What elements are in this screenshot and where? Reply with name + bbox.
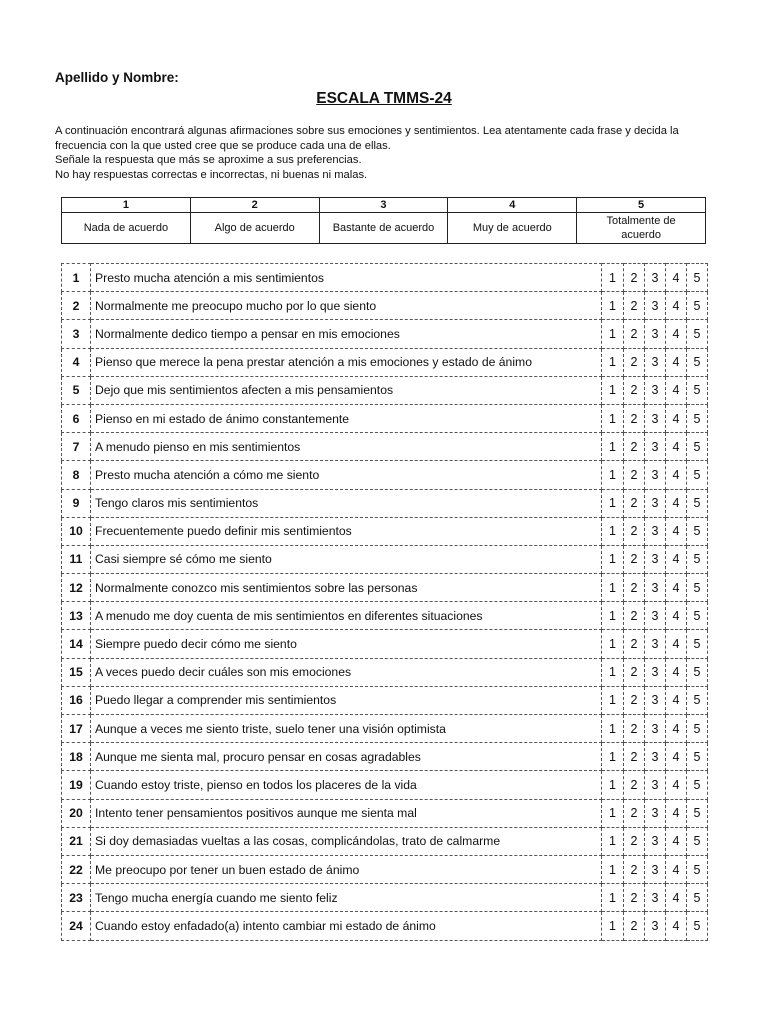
item-statement: Siempre puedo decir cómo me siento	[91, 630, 602, 658]
name-label: Apellido y Nombre:	[55, 70, 179, 85]
item-number: 7	[62, 433, 91, 461]
response-option[interactable]: 3	[645, 715, 666, 743]
response-option[interactable]: 4	[666, 545, 687, 573]
table-row	[62, 292, 708, 320]
response-option[interactable]: 3	[645, 574, 666, 602]
response-option[interactable]: 5	[687, 884, 708, 912]
response-option[interactable]: 5	[687, 545, 708, 573]
scale-value: 2	[190, 198, 319, 213]
table-row	[62, 799, 708, 827]
item-number: 12	[62, 574, 91, 602]
response-option[interactable]: 3	[645, 658, 666, 686]
response-option[interactable]: 3	[645, 489, 666, 517]
response-option[interactable]: 2	[624, 264, 645, 292]
response-option[interactable]: 1	[602, 404, 624, 432]
response-option[interactable]: 1	[602, 658, 624, 686]
response-option[interactable]: 4	[666, 884, 687, 912]
response-option[interactable]: 3	[645, 461, 666, 489]
response-option[interactable]: 4	[666, 630, 687, 658]
response-option[interactable]: 3	[645, 743, 666, 771]
table-row	[62, 348, 708, 376]
response-option[interactable]: 5	[687, 264, 708, 292]
item-statement: Cuando estoy enfadado(a) intento cambiar mi estado de ánimo	[91, 912, 602, 940]
response-option[interactable]: 5	[687, 489, 708, 517]
response-option[interactable]: 2	[624, 292, 645, 320]
table-row	[62, 715, 708, 743]
response-option[interactable]: 3	[645, 602, 666, 630]
response-option[interactable]: 2	[624, 404, 645, 432]
response-option[interactable]: 2	[624, 743, 645, 771]
instructions	[55, 124, 720, 182]
response-option[interactable]: 5	[687, 827, 708, 855]
table-row	[62, 376, 708, 404]
response-option[interactable]: 5	[687, 348, 708, 376]
scale-value: 5	[577, 198, 706, 213]
item-number: 15	[62, 658, 91, 686]
item-statement: Tengo mucha energía cuando me siento feliz	[91, 884, 602, 912]
table-row	[62, 855, 708, 883]
response-option[interactable]: 2	[624, 320, 645, 348]
item-statement: Frecuentemente puedo definir mis sentimientos	[91, 517, 602, 545]
response-option[interactable]: 3	[645, 517, 666, 545]
item-number: 21	[62, 827, 91, 855]
response-option[interactable]: 1	[602, 517, 624, 545]
item-number: 8	[62, 461, 91, 489]
response-option[interactable]: 1	[602, 686, 624, 714]
response-option[interactable]: 4	[666, 602, 687, 630]
table-row	[62, 433, 708, 461]
response-option[interactable]: 1	[602, 771, 624, 799]
response-option[interactable]: 4	[666, 292, 687, 320]
response-option[interactable]: 1	[602, 574, 624, 602]
table-row	[62, 658, 708, 686]
response-option[interactable]: 2	[624, 855, 645, 883]
response-option[interactable]: 2	[624, 348, 645, 376]
response-option[interactable]: 5	[687, 771, 708, 799]
item-statement: Puedo llegar a comprender mis sentimientos	[91, 686, 602, 714]
response-option[interactable]: 2	[624, 489, 645, 517]
response-option[interactable]: 3	[645, 404, 666, 432]
table-row	[62, 517, 708, 545]
item-statement: Presto mucha atención a mis sentimientos	[91, 264, 602, 292]
response-option[interactable]: 5	[687, 743, 708, 771]
response-option[interactable]: 1	[602, 376, 624, 404]
scale-label: Totalmente de acuerdo	[577, 213, 706, 244]
scale-value: 1	[62, 198, 191, 213]
table-row	[62, 602, 708, 630]
response-option[interactable]: 2	[624, 433, 645, 461]
response-option[interactable]: 1	[602, 715, 624, 743]
response-option[interactable]: 2	[624, 686, 645, 714]
item-number: 16	[62, 686, 91, 714]
response-option[interactable]: 2	[624, 658, 645, 686]
response-option[interactable]: 2	[624, 376, 645, 404]
response-option[interactable]: 5	[687, 658, 708, 686]
table-row	[62, 489, 708, 517]
response-option[interactable]: 4	[666, 348, 687, 376]
response-option[interactable]: 3	[645, 884, 666, 912]
response-option[interactable]: 4	[666, 461, 687, 489]
item-statement: Cuando estoy triste, pienso en todos los placeres de la vida	[91, 771, 602, 799]
instructions-line-2: Señale la respuesta que más se aproxime a sus preferencias.	[55, 154, 362, 166]
response-option[interactable]: 4	[666, 658, 687, 686]
item-statement: Pienso en mi estado de ánimo constantemente	[91, 404, 602, 432]
item-statement: Casi siempre sé cómo me siento	[91, 545, 602, 573]
item-statement: Si doy demasiadas vueltas a las cosas, complicándolas, trato de calmarme	[91, 827, 602, 855]
response-option[interactable]: 3	[645, 292, 666, 320]
response-option[interactable]: 3	[645, 771, 666, 799]
response-option[interactable]: 4	[666, 743, 687, 771]
response-option[interactable]: 1	[602, 320, 624, 348]
response-option[interactable]: 3	[645, 348, 666, 376]
item-number: 9	[62, 489, 91, 517]
item-statement: A menudo me doy cuenta de mis sentimientos en diferentes situaciones	[91, 602, 602, 630]
response-option[interactable]: 1	[602, 743, 624, 771]
response-option[interactable]: 3	[645, 799, 666, 827]
item-statement: A veces puedo decir cuáles son mis emociones	[91, 658, 602, 686]
table-row	[62, 404, 708, 432]
item-number: 13	[62, 602, 91, 630]
response-option[interactable]: 2	[624, 574, 645, 602]
response-option[interactable]: 3	[645, 827, 666, 855]
response-option[interactable]: 1	[602, 489, 624, 517]
item-number: 18	[62, 743, 91, 771]
response-option[interactable]: 1	[602, 433, 624, 461]
item-statement: Normalmente me preocupo mucho por lo que siento	[91, 292, 602, 320]
response-option[interactable]: 1	[602, 884, 624, 912]
response-option[interactable]: 2	[624, 602, 645, 630]
response-option[interactable]: 4	[666, 517, 687, 545]
item-number: 11	[62, 545, 91, 573]
table-row	[62, 912, 708, 940]
instructions-line-1: A continuación encontrará algunas afirmaciones sobre sus emociones y sentimientos. Lea atentamente cada frase y decida la frecuencia con la que usted cree que se produce cada una de ellas.	[55, 125, 679, 152]
table-row	[62, 461, 708, 489]
response-option[interactable]: 4	[666, 574, 687, 602]
response-option[interactable]: 2	[624, 715, 645, 743]
item-number: 14	[62, 630, 91, 658]
response-option[interactable]: 5	[687, 912, 708, 940]
response-option[interactable]: 4	[666, 827, 687, 855]
item-statement: Aunque me sienta mal, procuro pensar en cosas agradables	[91, 743, 602, 771]
item-statement: Tengo claros mis sentimientos	[91, 489, 602, 517]
response-option[interactable]: 4	[666, 320, 687, 348]
response-option[interactable]: 4	[666, 686, 687, 714]
response-option[interactable]: 5	[687, 320, 708, 348]
item-number: 4	[62, 348, 91, 376]
item-statement: Normalmente dedico tiempo a pensar en mis emociones	[91, 320, 602, 348]
response-option[interactable]: 4	[666, 855, 687, 883]
response-option[interactable]: 1	[602, 461, 624, 489]
response-option[interactable]: 1	[602, 630, 624, 658]
item-statement: Aunque a veces me siento triste, suelo tener una visión optimista	[91, 715, 602, 743]
response-option[interactable]: 4	[666, 771, 687, 799]
scale-value: 4	[448, 198, 577, 213]
response-option[interactable]: 5	[687, 376, 708, 404]
response-option[interactable]: 3	[645, 912, 666, 940]
item-statement: Intento tener pensamientos positivos aunque me sienta mal	[91, 799, 602, 827]
response-option[interactable]: 4	[666, 799, 687, 827]
item-number: 17	[62, 715, 91, 743]
response-option[interactable]: 4	[666, 715, 687, 743]
response-option[interactable]: 5	[687, 715, 708, 743]
response-option[interactable]: 2	[624, 517, 645, 545]
response-option[interactable]: 5	[687, 630, 708, 658]
item-number: 10	[62, 517, 91, 545]
response-option[interactable]: 5	[687, 292, 708, 320]
item-number: 19	[62, 771, 91, 799]
table-row	[62, 884, 708, 912]
table-row	[62, 545, 708, 573]
response-option[interactable]: 4	[666, 433, 687, 461]
response-option[interactable]: 5	[687, 602, 708, 630]
response-option[interactable]: 1	[602, 602, 624, 630]
response-option[interactable]: 4	[666, 264, 687, 292]
response-option[interactable]: 1	[602, 799, 624, 827]
table-row	[62, 827, 708, 855]
scale-legend	[61, 197, 706, 244]
item-number: 2	[62, 292, 91, 320]
response-option[interactable]: 1	[602, 912, 624, 940]
response-option[interactable]: 3	[645, 545, 666, 573]
response-option[interactable]: 2	[624, 799, 645, 827]
response-option[interactable]: 1	[602, 827, 624, 855]
response-option[interactable]: 3	[645, 433, 666, 461]
response-option[interactable]: 5	[687, 404, 708, 432]
response-option[interactable]: 5	[687, 517, 708, 545]
response-option[interactable]: 5	[687, 433, 708, 461]
response-option[interactable]: 5	[687, 799, 708, 827]
table-row	[62, 320, 708, 348]
response-option[interactable]: 4	[666, 489, 687, 517]
response-option[interactable]: 4	[666, 404, 687, 432]
response-option[interactable]: 1	[602, 348, 624, 376]
item-number: 3	[62, 320, 91, 348]
scale-label: Algo de acuerdo	[190, 213, 319, 244]
item-statement: Presto mucha atención a cómo me siento	[91, 461, 602, 489]
response-option[interactable]: 3	[645, 630, 666, 658]
item-number: 6	[62, 404, 91, 432]
response-option[interactable]: 4	[666, 912, 687, 940]
response-option[interactable]: 2	[624, 912, 645, 940]
response-option[interactable]: 3	[645, 320, 666, 348]
scale-label: Bastante de acuerdo	[319, 213, 448, 244]
response-option[interactable]: 5	[687, 855, 708, 883]
item-statement: Dejo que mis sentimientos afecten a mis pensamientos	[91, 376, 602, 404]
item-number: 20	[62, 799, 91, 827]
item-number: 5	[62, 376, 91, 404]
item-statement: Me preocupo por tener un buen estado de ánimo	[91, 855, 602, 883]
table-row	[62, 686, 708, 714]
response-option[interactable]: 2	[624, 630, 645, 658]
response-option[interactable]: 2	[624, 771, 645, 799]
item-number: 24	[62, 912, 91, 940]
response-option[interactable]: 1	[602, 264, 624, 292]
item-number: 23	[62, 884, 91, 912]
scale-value: 3	[319, 198, 448, 213]
response-option[interactable]: 1	[602, 292, 624, 320]
item-statement: A menudo pienso en mis sentimientos	[91, 433, 602, 461]
table-row	[62, 630, 708, 658]
response-option[interactable]: 3	[645, 855, 666, 883]
response-option[interactable]: 1	[602, 855, 624, 883]
table-row	[62, 574, 708, 602]
response-option[interactable]: 5	[687, 461, 708, 489]
response-option[interactable]: 3	[645, 376, 666, 404]
item-statement: Pienso que merece la pena prestar atención a mis emociones y estado de ánimo	[91, 348, 602, 376]
response-option[interactable]: 5	[687, 686, 708, 714]
page-title: ESCALA TMMS-24	[316, 90, 452, 107]
table-row	[62, 743, 708, 771]
response-option[interactable]: 1	[602, 545, 624, 573]
response-option[interactable]: 2	[624, 461, 645, 489]
response-option[interactable]: 4	[666, 376, 687, 404]
response-option[interactable]: 2	[624, 884, 645, 912]
table-row	[62, 264, 708, 292]
item-statement: Normalmente conozco mis sentimientos sobre las personas	[91, 574, 602, 602]
item-number: 1	[62, 264, 91, 292]
item-number: 22	[62, 855, 91, 883]
scale-label: Muy de acuerdo	[448, 213, 577, 244]
response-option[interactable]: 2	[624, 545, 645, 573]
instructions-line-3: No hay respuestas correctas e incorrectas, ni buenas ni malas.	[55, 168, 368, 181]
response-option[interactable]: 5	[687, 574, 708, 602]
response-option[interactable]: 2	[624, 827, 645, 855]
questionnaire-table	[61, 263, 708, 941]
scale-label: Nada de acuerdo	[62, 213, 191, 244]
response-option[interactable]: 3	[645, 264, 666, 292]
response-option[interactable]: 3	[645, 686, 666, 714]
table-row	[62, 771, 708, 799]
